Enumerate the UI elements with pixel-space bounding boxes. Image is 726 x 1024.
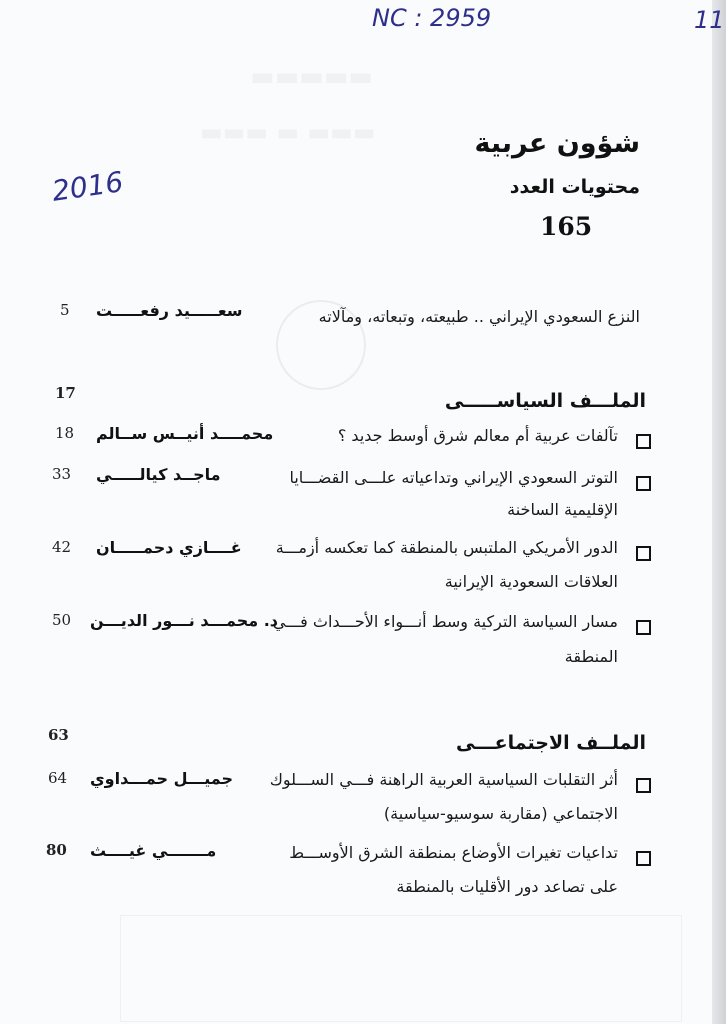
article-page: 5	[60, 301, 70, 319]
section-heading: الملــف الاجتماعـــى	[455, 732, 646, 754]
contents-heading: محتويات العدد	[509, 176, 640, 198]
page-edge	[712, 0, 726, 1024]
journal-title: شؤون عربية	[474, 128, 640, 159]
section-page: 17	[55, 384, 76, 402]
article-title-continued: المنطقة	[564, 647, 618, 666]
article-author: محمــــد أنيــس ســالم	[96, 424, 274, 443]
section-page: 63	[48, 726, 69, 744]
section-heading: الملـــف السياســـــى	[444, 390, 646, 412]
article-title-continued: على تصاعد دور الأقليات بالمنطقة	[396, 877, 618, 896]
article-title: مسار السياسة التركية وسط أنـــواء الأحـــداث فـــي	[272, 612, 618, 631]
handwritten-year: 2016	[50, 165, 126, 208]
article-title: تداعيات تغيرات الأوضاع بمنطقة الشرق الأوســـط	[289, 843, 618, 862]
article-title: التوتر السعودي الإيراني وتداعياته علـــى القضـــايا	[289, 468, 618, 487]
article-title: النزع السعودي الإيراني .. طبيعته، وتبعاته، ومآلاته	[318, 307, 640, 326]
article-author: سعـــــيد رفعـــــت	[96, 301, 243, 320]
article-title-continued: العلاقات السعودية الإيرانية	[444, 572, 618, 591]
article-page: 18	[55, 424, 75, 442]
article-page: 50	[52, 611, 72, 629]
article-author: د. محمـــد نـــور الديـــن	[90, 611, 279, 630]
article-title: الدور الأمريكي الملتبس بالمنطقة كما تعكسه أزمـــة	[275, 538, 618, 557]
bleed-through-mark: ▬▬▬▬▬	[250, 62, 373, 92]
article-title: أثر التقلبات السياسية العربية الراهنة فـــي الســـلوك	[269, 770, 618, 789]
article-page: 33	[52, 465, 72, 483]
handwritten-code: NC : 2959	[372, 4, 492, 32]
article-page: 42	[52, 538, 72, 556]
article-page: 80	[46, 841, 67, 859]
bleed-through-mark: ▬▬▬ ▬ ▬▬▬	[200, 118, 376, 146]
article-page: 64	[48, 769, 68, 787]
article-author: غــــازي دحمـــــان	[96, 538, 242, 557]
checkbox-bullet	[636, 434, 651, 449]
article-title: تآلفات عربية أم معالم شرق أوسط جديد ؟	[337, 426, 618, 445]
article-title-continued: الإقليمية الساخنة	[507, 500, 618, 519]
checkbox-bullet	[636, 476, 651, 491]
issue-number: 165	[540, 212, 593, 241]
article-title-continued: الاجتماعي (مقاربة سوسيو-سياسية)	[383, 804, 618, 823]
checkbox-bullet	[636, 620, 651, 635]
checkbox-bullet	[636, 546, 651, 561]
faint-table-outline	[120, 915, 682, 1022]
checkbox-bullet	[636, 778, 651, 793]
article-author: جميـــل حمـــداوي	[90, 769, 234, 788]
checkbox-bullet	[636, 851, 651, 866]
article-author: مـــــــي غيــــث	[90, 841, 217, 860]
article-author: ماجــد كيالـــــي	[96, 465, 221, 484]
handwritten-page-number: 11	[694, 6, 725, 34]
